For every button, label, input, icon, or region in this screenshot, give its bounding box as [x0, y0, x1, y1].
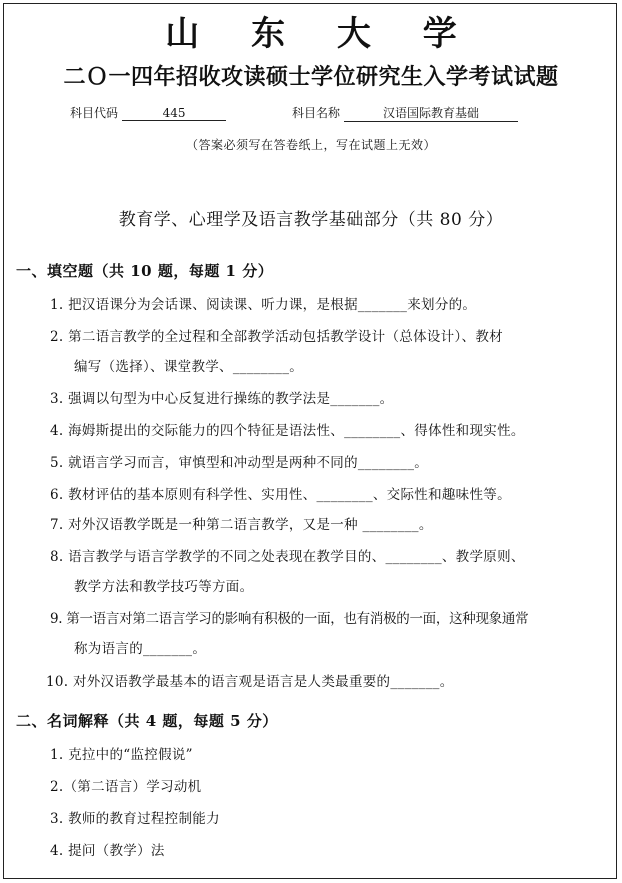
- question-item-continuation: 编写（选择）、课堂教学、________。: [74, 359, 304, 375]
- part-title: 教育学、心理学及语言教学基础部分（共 80 分）: [118, 210, 504, 230]
- exam-title: 二Ｏ一四年招收攻读硕士学位研究生入学考试试题: [63, 64, 559, 90]
- question-item: 3. 强调以句型为中心反复进行操练的教学法是_______。: [50, 391, 394, 407]
- question-item-continuation: 称为语言的_______。: [74, 641, 207, 657]
- question-item: 7. 对外汉语教学既是一种第二语言教学，又是一种 ________。: [50, 517, 433, 533]
- question-item: 10. 对外汉语教学最基本的语言观是语言是人类最重要的_______。: [46, 674, 454, 690]
- section-term-explanation-title: 二、名词解释（共 4 题，每题 5 分）: [16, 712, 278, 730]
- question-item: 2.（第二语言）学习动机: [50, 779, 202, 795]
- question-item: 5. 就语言学习而言，审慎型和冲动型是两种不同的________。: [50, 455, 429, 471]
- question-item: 8. 语言教学与语言学教学的不同之处表现在教学目的、________、教学原则、: [50, 549, 525, 565]
- question-item: 4. 提问（教学）法: [50, 843, 165, 859]
- subject-name-label: 科目名称: [292, 106, 341, 120]
- subject-info-line: [70, 104, 560, 122]
- subject-name-value: 汉语国际教育基础: [344, 104, 518, 122]
- subject-code-label: 科目代码: [70, 106, 119, 120]
- question-item: 6. 教材评估的基本原则有科学性、实用性、________、交际性和趣味性等。: [50, 487, 511, 503]
- question-item: 2. 第二语言教学的全过程和全部教学活动包括教学设计（总体设计）、教材: [50, 329, 503, 345]
- section-fill-blank-title: 一、填空题（共 10 题，每题 1 分）: [16, 262, 274, 280]
- question-item: 9. 第一语言对第二语言学习的影响有积极的一面，也有消极的一面，这种现象通常: [50, 611, 529, 627]
- question-item: 4. 海姆斯提出的交际能力的四个特征是语法性、________、得体性和现实性。: [50, 423, 525, 439]
- university-name: 山 东 大 学: [165, 14, 477, 54]
- question-item-continuation: 教学方法和教学技巧等方面。: [74, 579, 254, 595]
- question-item: 1. 克拉中的“监控假说”: [50, 747, 193, 763]
- subject-code-value: 445: [122, 106, 226, 121]
- question-item: 3. 教师的教育过程控制能力: [50, 811, 220, 827]
- question-item: 1. 把汉语课分为会话课、阅读课、听力课，是根据_______来划分的。: [50, 297, 477, 313]
- answer-note: （答案必须写在答卷纸上，写在试题上无效）: [185, 138, 436, 152]
